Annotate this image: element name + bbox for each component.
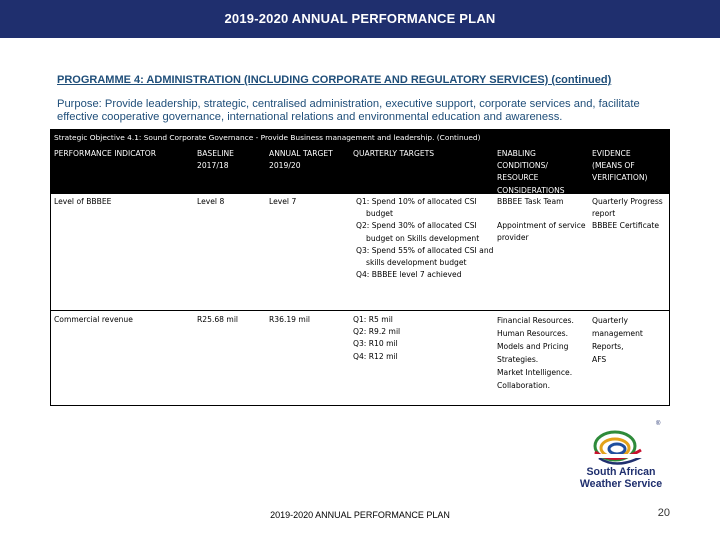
quarterly-item: Q2: R9.2 mil (353, 327, 401, 337)
evidence-item: Reports, (592, 342, 624, 351)
enabling-item: Market Intelligence. (497, 368, 573, 377)
enabling-item: Financial Resources. (497, 316, 574, 325)
header-performance-indicator (51, 145, 194, 194)
row-1-enabling (494, 196, 589, 245)
logo-line-2: Weather Service (579, 478, 663, 490)
logo-line-1: South African (586, 466, 656, 478)
header-baseline (194, 145, 266, 194)
row-2-enabling (494, 314, 589, 392)
header-evidence-line: (MEANS OF (592, 161, 635, 171)
row-1-indicator: Level of BBBEE (54, 197, 112, 206)
evidence-item: management (592, 329, 643, 338)
enabling-item: Appointment of service provider (497, 221, 586, 243)
footer-title: 2019-2020 ANNUAL PERFORMANCE PLAN (270, 510, 450, 520)
evidence-item: Quarterly Progress report (592, 197, 663, 219)
row-2-baseline: R25.68 mil (197, 315, 239, 324)
logo-wordmark (571, 466, 671, 490)
quarterly-item: Q4: R12 mil (353, 351, 398, 361)
quarterly-item: Q4: BBBEE level 7 achieved (356, 270, 462, 280)
row-2-indicator: Commercial revenue (54, 315, 133, 324)
header-evidence-line: EVIDENCE (592, 149, 631, 158)
header-enabling-line: ENABLING (497, 149, 536, 158)
header-annual-target (266, 145, 350, 194)
header-enabling-line: CONDITIONS/ (497, 161, 548, 171)
row-1-target: Level 7 (269, 197, 297, 206)
quarterly-item: Q2: Spend 30% of allocated CSI budget on Skills development (356, 221, 480, 243)
page-header-title: 2019-2020 ANNUAL PERFORMANCE PLAN (224, 11, 496, 26)
registered-mark: ® (656, 421, 661, 427)
performance-table (50, 129, 670, 406)
header-quarterly-targets (350, 145, 494, 194)
page-header-banner (0, 0, 720, 38)
row-1-baseline: Level 8 (197, 197, 225, 206)
quarterly-item: Q1: Spend 10% of allocated CSI budget (356, 197, 477, 219)
page-number: 20 (657, 507, 670, 519)
header-evidence (589, 145, 669, 194)
enabling-item: Strategies. (497, 355, 539, 364)
row-2-evidence (589, 314, 669, 366)
row-2-target: R36.19 mil (269, 315, 311, 324)
enabling-item: Collaboration. (497, 381, 551, 390)
quarterly-item: Q1: R5 mil (353, 315, 393, 324)
header-evidence-line: VERIFICATION) (592, 173, 648, 183)
evidence-item: AFS (592, 355, 607, 364)
header-enabling-line: RESOURCE (497, 173, 539, 183)
evidence-item: Quarterly (592, 316, 628, 325)
header-quarterly-label: QUARTERLY TARGETS (353, 149, 435, 158)
strategic-objective-row: Strategic Objective 4.1: Sound Corporate Governance - Provide Business management and leadership. (Continued) (51, 130, 669, 145)
quarterly-item: Q3: Spend 55% of allocated CSI and skills development budget (356, 245, 494, 268)
header-target-line: 2019/20 (269, 161, 301, 171)
row-separator (51, 310, 669, 311)
row-2-quarterly (350, 314, 494, 363)
header-baseline-line: BASELINE (197, 149, 234, 158)
enabling-item: Human Resources. (497, 329, 568, 338)
enabling-item: BBBEE Task Team (497, 197, 564, 206)
purpose-text: Purpose: Provide leadership, strategic, centralised administration, executive support, corporate services and, facilitate effective cooperative governance, international relations and environmental education and awareness. (57, 98, 640, 123)
programme-title: PROGRAMME 4: ADMINISTRATION (INCLUDING CORPORATE AND REGULATORY SERVICES) (continued) (57, 74, 612, 86)
evidence-item: BBBEE Certificate (592, 221, 660, 231)
header-enabling-line: CONSIDERATIONS (497, 185, 565, 195)
enabling-item: Models and Pricing (497, 342, 569, 351)
row-1-quarterly (350, 196, 494, 281)
header-target-line: ANNUAL TARGET (269, 149, 333, 158)
row-1-evidence (589, 196, 669, 233)
header-baseline-line: 2017/18 (197, 161, 229, 171)
header-enabling-conditions (494, 145, 589, 194)
header-indicator-label: PERFORMANCE INDICATOR (54, 149, 157, 158)
quarterly-item: Q3: R10 mil (353, 339, 398, 349)
